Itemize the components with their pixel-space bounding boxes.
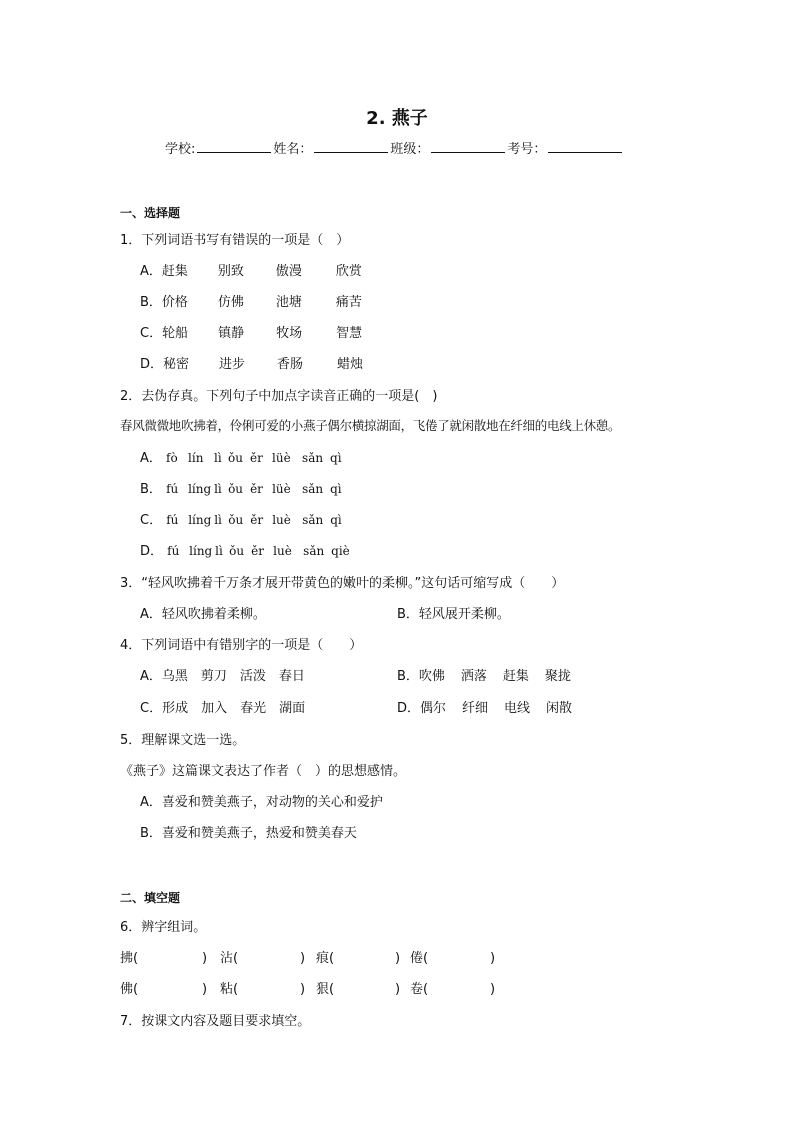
section-heading: 一、选择题	[120, 206, 181, 220]
number-label: 考号：	[507, 142, 547, 157]
q6-row-1: 拂( ) 沾( ) 痕( ) 倦( )	[120, 951, 496, 966]
q1-option-a[interactable]: A．赶集 别致 傲漫 欣赏	[140, 264, 362, 279]
page-title: 2. 燕子	[366, 108, 428, 129]
q4-option-a[interactable]: A．乌黑 剪刀 活泼 春日	[140, 669, 305, 684]
name-label: 姓名：	[273, 142, 313, 157]
class-blank[interactable]	[431, 138, 505, 153]
q4-option-d[interactable]: D．偶尔 纤细 电线 闲散	[397, 701, 573, 716]
q4-option-c[interactable]: C．形成 加入 春光 湖面	[140, 701, 306, 716]
question-3-stem: 3．“轻风吹拂着千万条才展开带黄色的嫩叶的柔柳。”这句话可缩写成（ ）	[120, 576, 565, 591]
q1-option-d[interactable]: D．秘密 进步 香肠 蜡烛	[140, 357, 364, 372]
q5-option-a[interactable]: A．喜爱和赞美燕子，对动物的关心和爱护	[140, 795, 383, 810]
q1-option-c[interactable]: C．轮船 镇静 牧场 智慧	[140, 326, 363, 341]
q6-row-2: 佛( ) 粘( ) 狠( ) 卷( )	[120, 982, 496, 997]
q5-option-b[interactable]: B．喜爱和赞美燕子，热爱和赞美春天	[140, 826, 357, 841]
question-5-stem: 5．理解课文选一选。	[120, 733, 246, 748]
question-4-stem: 4．下列词语中有错别字的一项是（ ）	[120, 638, 363, 653]
question-2-stem: 2．去伪存真。下列句子中加点字读音正确的一项是( )	[120, 389, 438, 404]
q2-option-c[interactable]: C． fú líng lì ǒu ěr luè sǎn qì	[140, 513, 342, 528]
q2-option-b[interactable]: B． fú líng lì ǒu ěr lüè sǎn qì	[140, 482, 342, 497]
q2-option-d[interactable]: D． fú líng lì ǒu ěr luè sǎn qiè	[140, 544, 350, 559]
q3-option-a[interactable]: A．轻风吹拂着柔柳。	[140, 607, 266, 622]
school-blank[interactable]	[197, 138, 271, 153]
number-blank[interactable]	[548, 138, 622, 153]
class-label: 班级：	[390, 142, 430, 157]
q4-option-b[interactable]: B．吹佛 洒落 赶集 聚拢	[397, 669, 571, 684]
question-1-stem: 1．下列词语书写有错误的一项是（ ）	[120, 233, 350, 248]
student-info-line	[165, 138, 624, 157]
section-heading: 二、填空题	[120, 891, 181, 905]
q3-option-b[interactable]: B．轻风展开柔柳。	[397, 607, 510, 622]
q2-option-a[interactable]: A． fò lín lì ǒu ěr lüè sǎn qì	[140, 451, 342, 466]
question-2-sentence: 春风微微地吹拂着，伶俐可爱的小燕子偶尔横掠湖面，飞倦了就闲散地在纤细的电线上休憩。	[120, 418, 621, 433]
question-5-sub: 《燕子》这篇课文表达了作者（ ）的思想感情。	[120, 764, 407, 779]
question-7-stem: 7．按课文内容及题目要求填空。	[120, 1014, 311, 1029]
question-6-stem: 6．辨字组词。	[120, 920, 207, 935]
name-blank[interactable]	[314, 138, 388, 153]
q1-option-b[interactable]: B．价格 仿佛 池塘 痛苦	[140, 295, 362, 310]
school-label: 学校:	[165, 142, 196, 157]
